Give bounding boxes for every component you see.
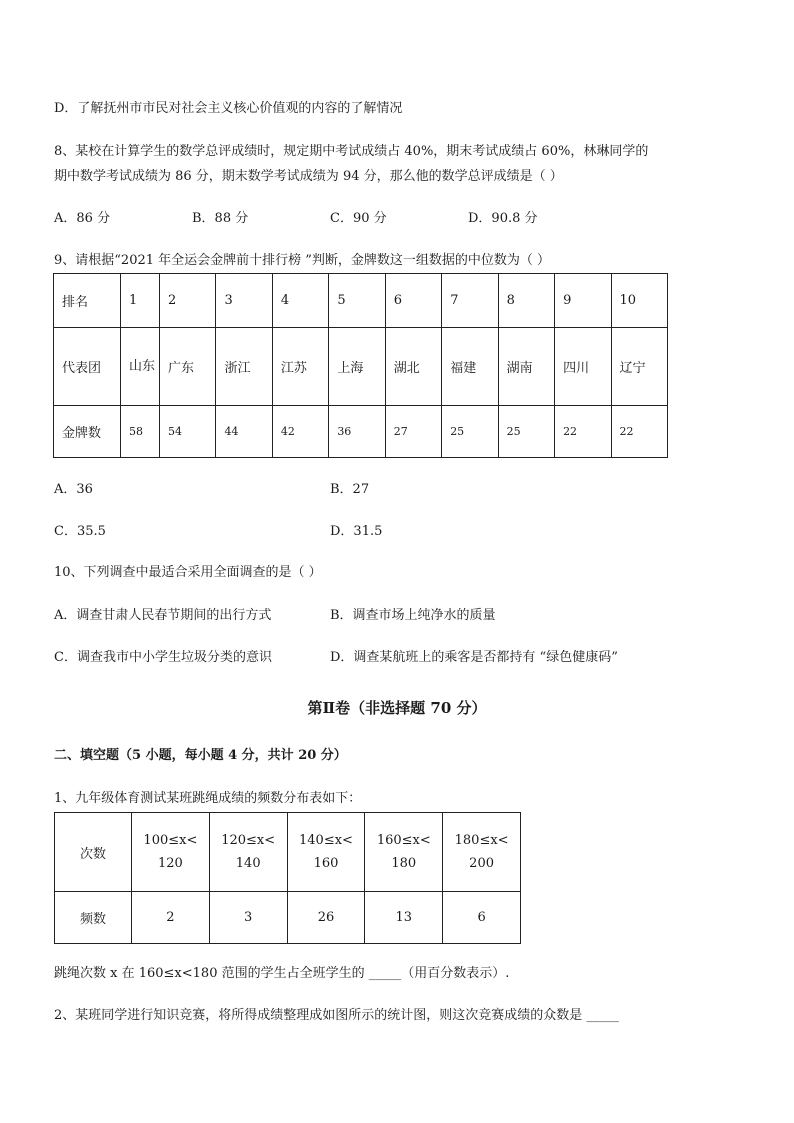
gold-cell: 25 xyxy=(498,406,554,458)
rank-cell: 1 xyxy=(121,274,160,328)
row-label-gold: 金牌数 xyxy=(54,406,121,458)
freq-row xyxy=(55,892,521,944)
gold-cell: 36 xyxy=(329,406,385,458)
q9-question: 9、请根据“2021 年全运会金牌前十排行榜 ”判断，金牌数这一组数据的中位数为（ ） xyxy=(54,253,551,268)
q10-option-c: C．调查我市中小学生垃圾分类的意识 xyxy=(54,650,272,665)
range-bottom: 120 xyxy=(157,856,183,871)
team-cell: 福建 xyxy=(442,328,498,406)
rank-cell: 8 xyxy=(498,274,554,328)
fill1-answer-line: 跳绳次数 x 在 160≤x<180 范围的学生占全班学生的 _____（用百分数表示）. xyxy=(54,966,510,981)
team-cell: 浙江 xyxy=(216,328,272,406)
team-cell: 江苏 xyxy=(272,328,328,406)
gold-cell: 22 xyxy=(555,406,611,458)
freq-cell: 3 xyxy=(209,892,287,944)
rank-cell: 9 xyxy=(555,274,611,328)
fill1-question: 1、九年级体育测试某班跳绳成绩的频数分布表如下： xyxy=(54,791,362,806)
rank-cell: 3 xyxy=(216,274,272,328)
q8-question-line2: 期中数学考试成绩为 86 分，期末数学考试成绩为 94 分，那么他的数学总评成绩是（ ） xyxy=(54,169,563,184)
team-cell: 广东 xyxy=(160,328,216,406)
range-top: 120≤x< xyxy=(221,833,276,848)
rank-cell: 10 xyxy=(611,274,668,328)
row-label-rank: 排名 xyxy=(54,274,121,328)
freq-cell: 2 xyxy=(132,892,210,944)
rank-cell: 2 xyxy=(160,274,216,328)
freq-cell: 13 xyxy=(365,892,443,944)
range-top: 180≤x< xyxy=(454,833,509,848)
q8-option-b: B．88 分 xyxy=(192,211,249,226)
fill2-question: 2、某班同学进行知识竞赛，将所得成绩整理成如图所示的统计图，则这次竞赛成绩的众数是 _____ xyxy=(54,1008,619,1023)
rank-cell: 5 xyxy=(329,274,385,328)
team-row xyxy=(54,328,668,406)
q9-option-a: A．36 xyxy=(54,482,93,497)
range-cell xyxy=(132,813,210,892)
range-row xyxy=(55,813,521,892)
team-cell: 湖南 xyxy=(498,328,554,406)
q8-option-d: D．90.8 分 xyxy=(468,211,538,226)
range-cell xyxy=(209,813,287,892)
freq-cell: 26 xyxy=(287,892,365,944)
team-cell: 湖北 xyxy=(385,328,441,406)
gold-cell: 58 xyxy=(121,406,160,458)
gold-cell: 27 xyxy=(385,406,441,458)
section-title: 第Ⅱ卷（非选择题 70 分） xyxy=(307,699,487,717)
rank-cell: 6 xyxy=(385,274,441,328)
q8-question-line1: 8、某校在计算学生的数学总评成绩时，规定期中考试成绩占 40%，期末考试成绩占 60%，林琳同学的 xyxy=(54,144,649,159)
range-top: 140≤x< xyxy=(299,833,353,848)
q9-option-d: D．31.5 xyxy=(330,524,383,539)
team-cell: 山东 xyxy=(121,328,160,406)
rank-cell: 4 xyxy=(272,274,328,328)
medal-table xyxy=(53,273,668,458)
range-cell xyxy=(365,813,443,892)
frequency-table xyxy=(54,812,521,944)
section-subtitle: 二、填空题（5 小题，每小题 4 分，共计 20 分） xyxy=(54,748,347,763)
range-bottom: 160 xyxy=(313,856,339,871)
range-cell xyxy=(287,813,365,892)
range-bottom: 180 xyxy=(391,856,417,871)
gold-cell: 22 xyxy=(611,406,668,458)
q10-option-b: B．调查市场上纯净水的质量 xyxy=(330,608,496,623)
range-bottom: 140 xyxy=(235,856,261,871)
row-label-count: 次数 xyxy=(55,813,132,892)
rank-cell: 7 xyxy=(442,274,498,328)
q8-option-c: C．90 分 xyxy=(330,211,387,226)
team-cell: 上海 xyxy=(329,328,385,406)
range-bottom: 200 xyxy=(469,856,494,871)
range-top: 160≤x< xyxy=(376,833,431,848)
gold-cell: 44 xyxy=(216,406,272,458)
team-cell: 辽宁 xyxy=(611,328,668,406)
gold-cell: 25 xyxy=(442,406,498,458)
freq-cell: 6 xyxy=(443,892,521,944)
rank-row xyxy=(54,274,668,328)
q9-option-c: C．35.5 xyxy=(54,524,106,539)
team-cell: 四川 xyxy=(555,328,611,406)
gold-cell: 54 xyxy=(160,406,216,458)
q10-question: 10、下列调查中最适合采用全面调查的是（ ） xyxy=(54,565,322,580)
q7-option-d: D．了解抚州市市民对社会主义核心价值观的内容的了解情况 xyxy=(54,101,403,116)
gold-row xyxy=(54,406,668,458)
q10-option-a: A．调查甘肃人民春节期间的出行方式 xyxy=(54,608,272,623)
gold-cell: 42 xyxy=(272,406,328,458)
range-cell xyxy=(443,813,521,892)
range-top: 100≤x< xyxy=(143,833,198,848)
row-label-freq: 频数 xyxy=(55,892,132,944)
q8-option-a: A．86 分 xyxy=(54,211,111,226)
q10-option-d: D．调查某航班上的乘客是否都持有 “绿色健康码” xyxy=(330,650,618,665)
q9-option-b: B．27 xyxy=(330,482,370,497)
row-label-team: 代表团 xyxy=(54,328,121,406)
